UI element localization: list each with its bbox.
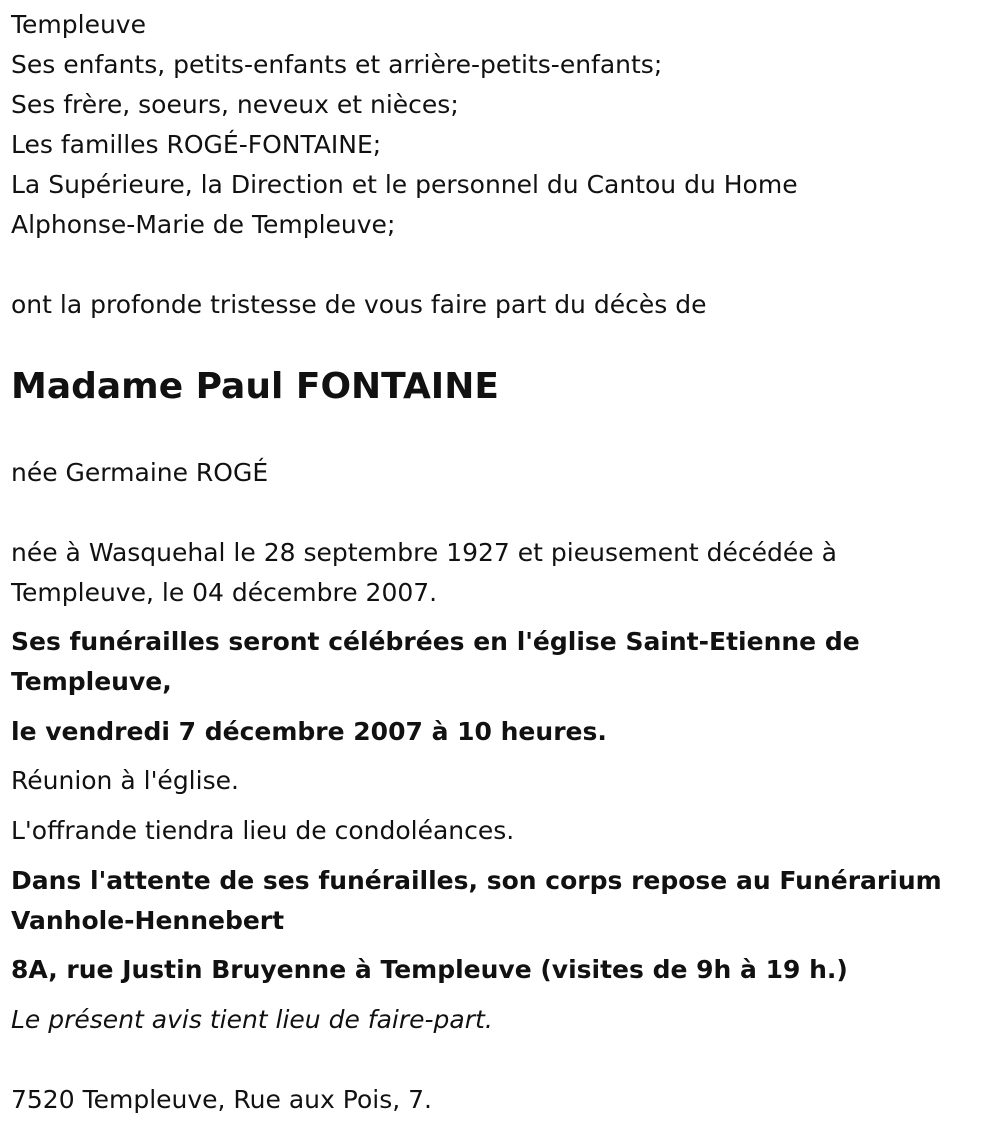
family-line-staff: La Supérieure, la Direction et le personnel du Cantou du Home: [11, 170, 798, 199]
resting-address: 8A, rue Justin Bruyenne à Templeuve (visites de 9h à 19 h.): [11, 955, 848, 984]
family-line-siblings: Ses frère, soeurs, neveux et nièces;: [11, 90, 459, 119]
resting-line-2: Vanhole-Hennebert: [11, 906, 285, 935]
family-line-children: Ses enfants, petits-enfants et arrière-petits-enfants;: [11, 50, 663, 79]
birth-death-line-1: née à Wasquehal le 28 septembre 1927 et pieusement décédée à: [11, 538, 837, 567]
family-line-location: Templeuve: [11, 10, 146, 39]
deceased-name: Madame Paul FONTAINE: [11, 366, 499, 407]
maiden-name: née Germaine ROGÉ: [11, 458, 269, 487]
family-line-home: Alphonse-Marie de Templeuve;: [11, 210, 396, 239]
birth-death-line-2: Templeuve, le 04 décembre 2007.: [11, 578, 438, 607]
funeral-line-1: Ses funérailles seront célébrées en l'église Saint-Etienne de: [11, 627, 860, 656]
announcement-text: ont la profonde tristesse de vous faire part du décès de: [11, 290, 707, 319]
family-line-families: Les familles ROGÉ-FONTAINE;: [11, 130, 382, 159]
funeral-date: le vendredi 7 décembre 2007 à 10 heures.: [11, 717, 607, 746]
home-address: 7520 Templeuve, Rue aux Pois, 7.: [11, 1085, 432, 1114]
offering-note: L'offrande tiendra lieu de condoléances.: [11, 816, 515, 845]
notice-note: Le présent avis tient lieu de faire-part.: [11, 1005, 493, 1034]
funeral-line-2: Templeuve,: [11, 667, 172, 696]
resting-line-1: Dans l'attente de ses funérailles, son corps repose au Funérarium: [11, 866, 942, 895]
meeting-note: Réunion à l'église.: [11, 766, 239, 795]
